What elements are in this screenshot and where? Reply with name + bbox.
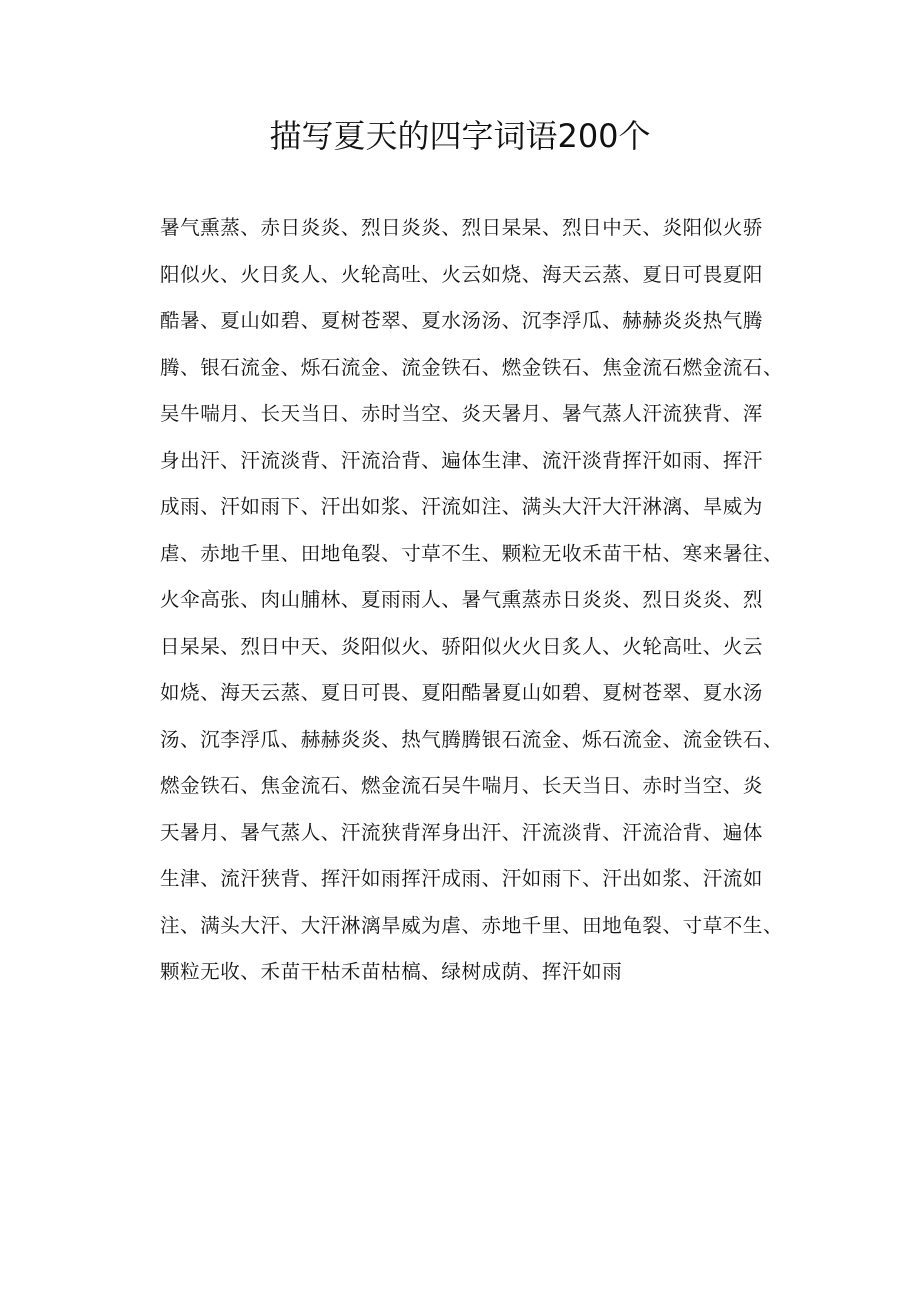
body-line: 天暑月、暑气蒸人、汗流狭背浑身出汗、汗流淡背、汗流洽背、遍体 bbox=[160, 820, 764, 844]
document-body bbox=[160, 205, 810, 996]
body-line: 暑气熏蒸、赤日炎炎、烈日炎炎、烈日杲杲、烈日中天、炎阳似火骄 bbox=[160, 216, 764, 239]
body-line: 酷暑、夏山如碧、夏树苍翠、夏水汤汤、沉李浮瓜、赫赫炎炎热气腾 bbox=[160, 309, 764, 332]
body-line: 燃金铁石、焦金流石、燃金流石吴牛喘月、长天当日、赤时当空、炎 bbox=[160, 774, 764, 797]
body-line: 颗粒无收、禾苗干枯禾苗枯槁、绿树成荫、挥汗如雨 bbox=[160, 960, 623, 983]
body-line: 腾、银石流金、烁石流金、流金铁石、燃金铁石、焦金流石燃金流石、 bbox=[160, 355, 784, 379]
body-line: 身出汗、汗流淡背、汗流洽背、遍体生津、流汗淡背挥汗如雨、挥汗 bbox=[160, 448, 764, 472]
document-title: 描写夏天的四字词语200个 bbox=[269, 117, 651, 155]
body-line: 吴牛喘月、长天当日、赤时当空、炎天暑月、暑气蒸人汗流狭背、浑 bbox=[160, 402, 764, 425]
body-line: 生津、流汗狭背、挥汗如雨挥汗成雨、汗如雨下、汗出如浆、汗流如 bbox=[160, 867, 764, 890]
body-line: 汤、沉李浮瓜、赫赫炎炎、热气腾腾银石流金、烁石流金、流金铁石、 bbox=[160, 727, 784, 751]
body-line: 虐、赤地千里、田地龟裂、寸草不生、颗粒无收禾苗干枯、寒来暑往、 bbox=[160, 541, 784, 565]
body-line: 成雨、汗如雨下、汗出如浆、汗流如注、满头大汗大汗淋漓、旱威为 bbox=[160, 495, 764, 518]
body-line: 阳似火、火日炙人、火轮高吐、火云如烧、海天云蒸、夏日可畏夏阳 bbox=[160, 262, 764, 286]
body-line: 如烧、海天云蒸、夏日可畏、夏阳酷暑夏山如碧、夏树苍翠、夏水汤 bbox=[160, 681, 764, 704]
body-line: 注、满头大汗、大汗淋漓旱威为虐、赤地千里、田地龟裂、寸草不生、 bbox=[160, 913, 784, 937]
body-line: 日杲杲、烈日中天、炎阳似火、骄阳似火火日炙人、火轮高吐、火云 bbox=[160, 634, 764, 658]
body-line: 火伞高张、肉山脯林、夏雨雨人、暑气熏蒸赤日炎炎、烈日炎炎、烈 bbox=[160, 588, 764, 611]
